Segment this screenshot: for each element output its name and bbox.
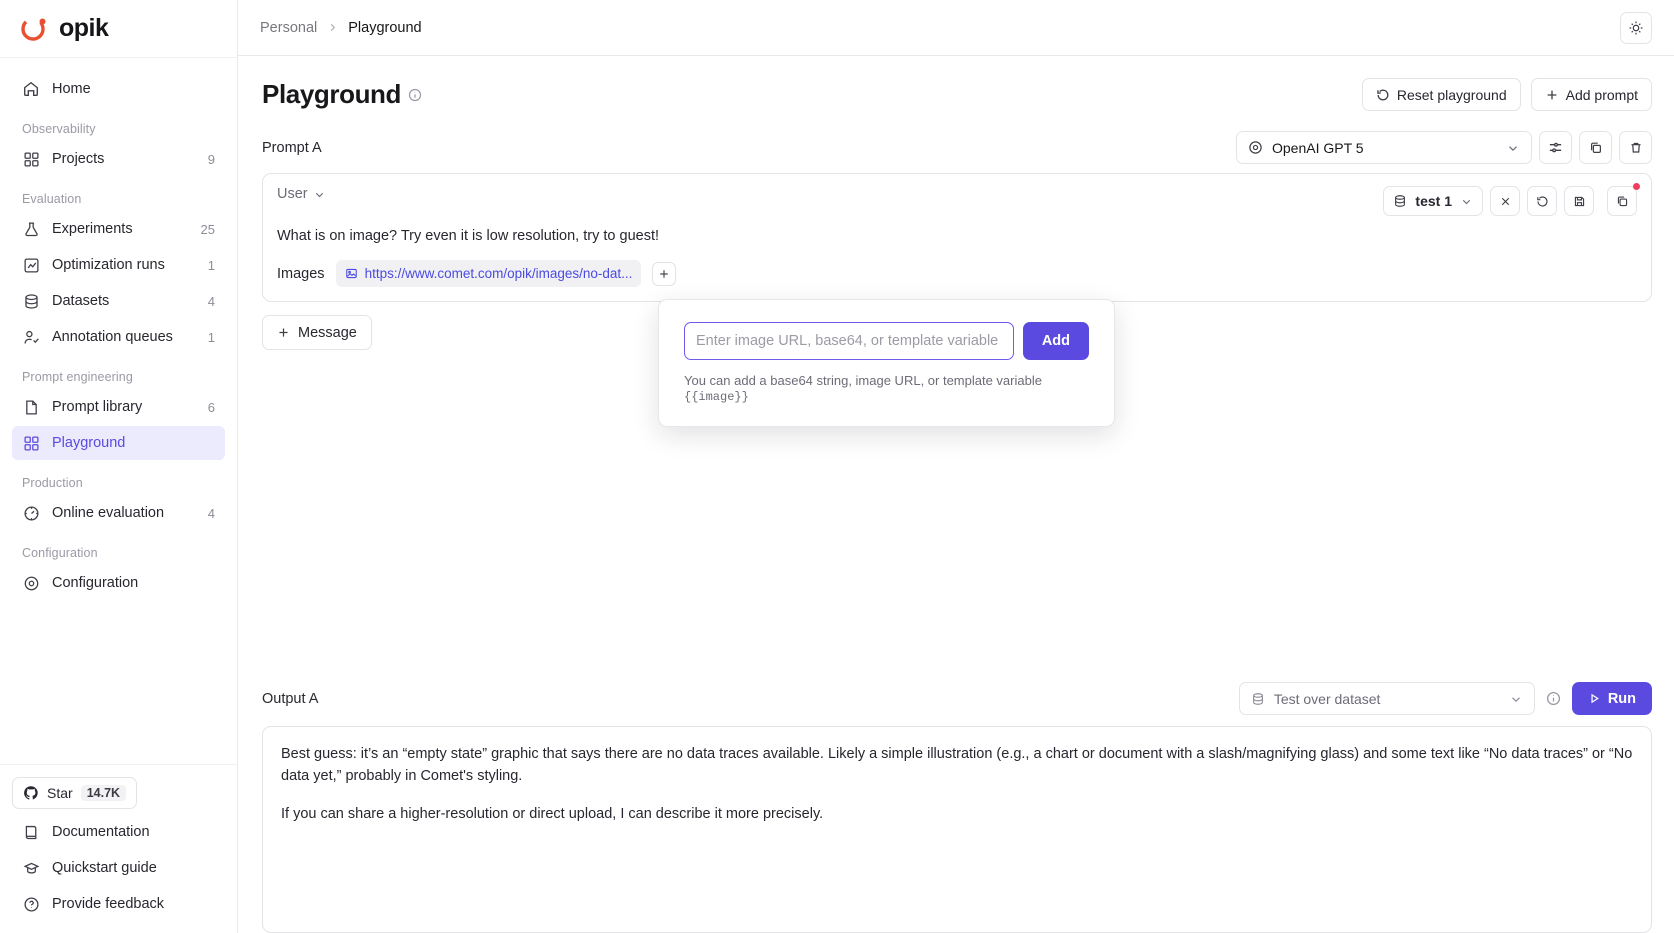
optimization-icon [22,256,40,274]
play-icon [1588,692,1601,705]
sidebar-item-count: 9 [207,151,215,167]
model-name: OpenAI GPT 5 [1272,139,1364,156]
output-label: Output A [262,690,319,707]
sidebar-item-count: 1 [207,257,215,273]
logo-text: opik [59,14,109,42]
info-icon[interactable] [1546,691,1561,706]
image-url-input[interactable] [684,322,1014,360]
file-icon [22,398,40,416]
sun-icon [1628,20,1644,36]
sidebar-item-annotation-queues[interactable] [12,320,225,354]
plus-icon [1545,88,1559,102]
reset-playground-button[interactable] [1362,78,1521,111]
sidebar-item-documentation[interactable] [12,815,225,849]
sidebar-item-label: Home [52,81,91,97]
graduation-icon [22,859,40,877]
reset-icon [1376,88,1390,102]
duplicate-prompt-button[interactable] [1579,131,1612,164]
copy-message-button[interactable] [1607,186,1637,216]
chevron-down-icon [1506,141,1520,155]
test-over-dataset-value: Test over dataset [1273,690,1381,707]
run-label: Run [1607,690,1636,707]
star-count: 14.7K [81,785,126,801]
database-icon [22,292,40,310]
prompt-header-actions [1236,131,1652,164]
prompt-card [262,173,1652,302]
sidebar-section-production: Production [22,476,83,490]
sidebar-nav [0,58,237,764]
model-select[interactable] [1236,131,1532,164]
sidebar-item-count: 6 [207,399,215,415]
github-star-button[interactable] [12,777,137,809]
role-select[interactable] [277,186,326,202]
annotation-icon [22,328,40,346]
role-label: User [277,186,308,202]
sidebar-item-online-evaluation[interactable] [12,496,225,530]
theme-toggle-button[interactable] [1620,12,1652,44]
images-row [277,260,1637,287]
add-image-confirm-button[interactable]: Add [1023,322,1089,360]
flask-icon [22,220,40,238]
sidebar-item-label: Datasets [52,293,110,309]
top-bar [238,0,1674,56]
popover-hint-text: You can add a base64 string, image URL, or template variable [684,373,1042,388]
sidebar-item-label: Online evaluation [52,505,165,521]
popover-hint [684,373,1089,404]
sidebar-item-projects[interactable] [12,142,225,176]
prompt-card-tools [1383,186,1637,216]
dataset-selector[interactable] [1383,186,1483,216]
page-content [238,56,1674,933]
trash-icon [1629,141,1643,155]
sidebar-item-label: Experiments [52,221,133,237]
image-chip-url: https://www.comet.com/opik/images/no-dat... [364,266,633,281]
github-icon [23,785,39,801]
sidebar-item-quickstart-guide[interactable] [12,851,225,885]
chevron-down-icon [1509,692,1523,706]
save-icon [1573,195,1586,208]
output-header-actions [1239,682,1652,715]
gear-icon [22,574,40,592]
unsaved-indicator-dot [1633,183,1640,190]
output-header [262,682,1652,715]
sidebar-item-playground[interactable] [12,426,225,460]
output-paragraph: If you can share a higher-resolution or direct upload, I can describe it more precisely. [281,806,824,823]
chevron-down-icon [1460,195,1473,208]
images-label: Images [277,265,325,282]
sidebar-section-observability: Observability [22,122,96,136]
book-icon [22,823,40,841]
delete-prompt-button[interactable] [1619,131,1652,164]
image-icon [345,267,358,280]
sidebar-item-configuration[interactable] [12,566,225,600]
image-chip[interactable] [336,260,642,287]
star-label: Star [47,785,73,801]
revert-message-button[interactable] [1527,186,1557,216]
add-image-button[interactable] [652,262,676,286]
info-icon[interactable] [408,88,422,102]
add-prompt-label: Add prompt [1565,86,1638,103]
header-actions [1362,78,1652,111]
sidebar-item-datasets[interactable] [12,284,225,318]
reset-icon [1536,195,1549,208]
page-title-wrap [262,79,422,110]
sidebar-item-label: Documentation [52,824,150,840]
breadcrumb-playground[interactable]: Playground [348,19,422,36]
add-message-label: Message [298,324,357,341]
output-paragraph: Best guess: it’s an “empty state” graphic that says there are no data traces available. Likely a simple illustration (e.g., a chart or document with a slash/magnifying glass) and some text like “No data traces” or “No data yet,” probably in Comet's styling. [281,746,1633,785]
run-button[interactable] [1572,682,1652,715]
add-message-button[interactable] [262,315,372,350]
close-icon [1499,195,1512,208]
breadcrumb-personal[interactable]: Personal [260,19,318,36]
plus-icon [277,326,290,339]
sidebar-item-count: 4 [207,293,215,309]
main-area [238,0,1674,933]
copy-icon [1589,141,1603,155]
sidebar-item-home[interactable] [12,72,225,106]
projects-icon [22,150,40,168]
sidebar-item-label: Optimization runs [52,257,165,273]
prompt-label: Prompt A [262,139,322,156]
sidebar-item-count: 1 [207,329,215,345]
breadcrumb-separator-icon [327,22,338,33]
sidebar-item-label: Projects [52,151,105,167]
sidebar-item-label: Configuration [52,575,139,591]
copy-icon [1616,195,1629,208]
save-message-button[interactable] [1564,186,1594,216]
sidebar-footer [0,764,237,933]
gauge-icon [22,504,40,522]
opik-logo-icon [20,14,50,44]
output-area [262,682,1652,933]
popover-input-row [684,322,1089,360]
sidebar-item-prompt-library[interactable] [12,390,225,424]
page-header [262,78,1652,111]
output-card [262,726,1652,933]
sidebar-item-label: Playground [52,435,126,451]
sidebar-item-label: Prompt library [52,399,143,415]
sidebar-item-count: 25 [200,221,215,237]
sidebar-item-experiments[interactable] [12,212,225,246]
add-image-popover [658,299,1115,427]
sidebar-item-label: Provide feedback [52,896,165,912]
sidebar-section-evaluation: Evaluation [22,192,82,206]
prompt-header [262,131,1652,164]
prompt-card-top [277,186,1637,216]
prompt-message-text[interactable]: What is on image? Try even it is low resolution, try to guest! [277,228,659,244]
model-settings-button[interactable] [1539,131,1572,164]
sliders-icon [1548,140,1563,155]
sidebar-section-prompt-engineering: Prompt engineering [22,370,133,384]
sidebar-item-label: Quickstart guide [52,860,157,876]
database-icon [1251,692,1265,706]
feedback-icon [22,895,40,913]
sidebar-item-provide-feedback[interactable] [12,887,225,921]
sidebar-item-label: Annotation queues [52,329,173,345]
dataset-name: test 1 [1415,193,1452,209]
playground-icon [22,434,40,452]
page-title: Playground [262,79,402,109]
test-over-dataset-select[interactable] [1239,682,1535,715]
sidebar [0,0,238,933]
sidebar-section-configuration: Configuration [22,546,98,560]
breadcrumb [260,20,422,36]
openai-icon [1248,140,1263,155]
sidebar-item-optimization-runs[interactable] [12,248,225,282]
sidebar-item-count: 4 [207,505,215,521]
add-prompt-button[interactable] [1531,78,1652,111]
home-icon [22,80,40,98]
popover-hint-code: {{image}} [684,390,749,404]
reset-playground-label: Reset playground [1396,86,1507,103]
database-icon [1393,194,1407,208]
chevron-down-icon [313,188,326,201]
clear-dataset-button[interactable] [1490,186,1520,216]
app-logo[interactable] [0,0,237,58]
